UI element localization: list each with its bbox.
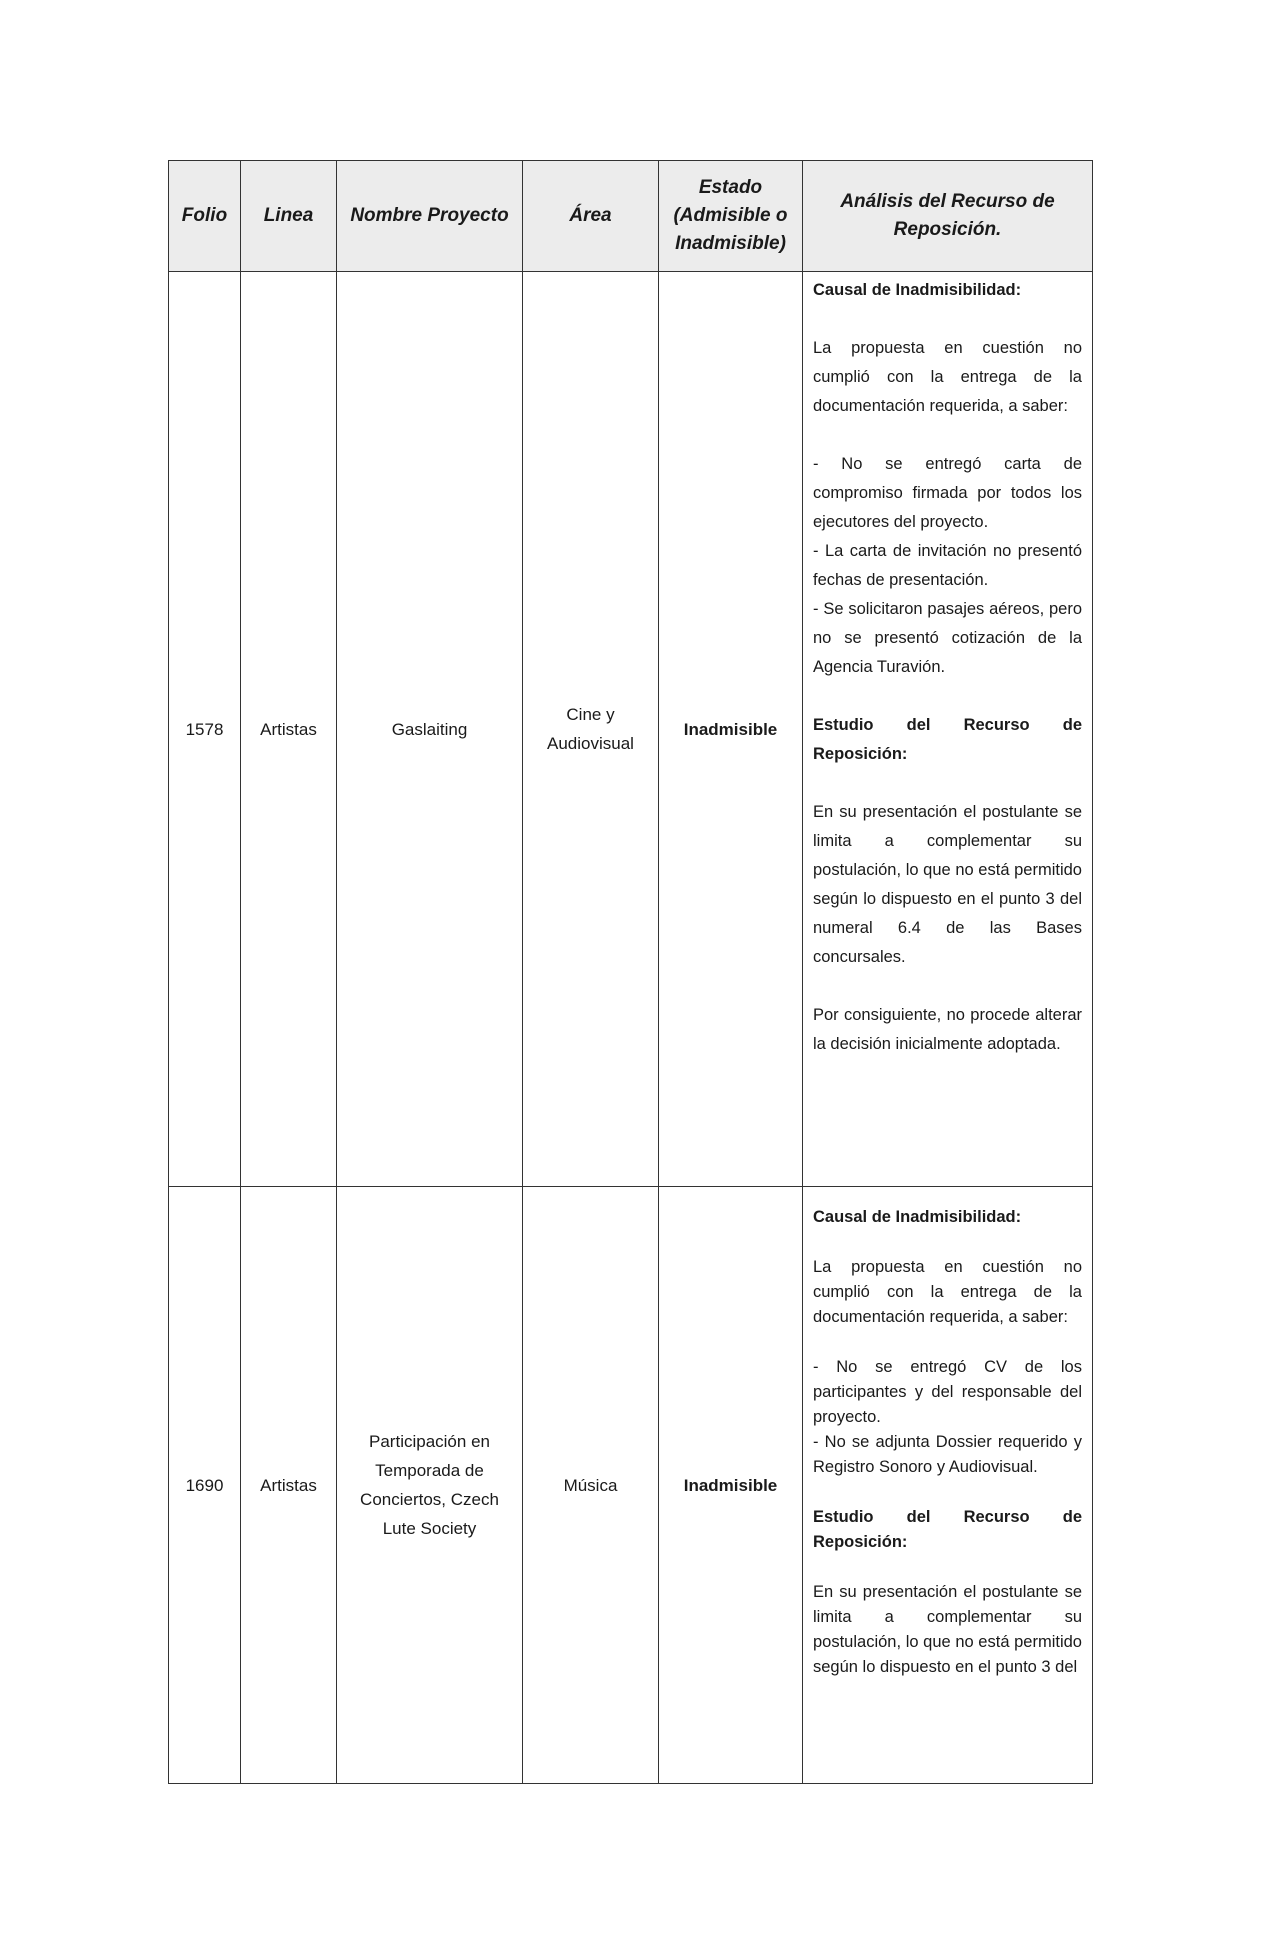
cell-analisis <box>803 1187 1093 1784</box>
cell-area: Cine y Audiovisual <box>523 272 659 1187</box>
cell-estado: Inadmisible <box>659 272 803 1187</box>
estudio-title: Estudio del Recurso de Reposición: <box>813 1508 1082 1551</box>
header-linea: Linea <box>241 161 337 272</box>
header-folio: Folio <box>169 161 241 272</box>
table-row <box>169 1187 1093 1784</box>
cell-nombre-proyecto: Gaslaiting <box>337 272 523 1187</box>
causal-item: - La carta de invitación no presentó fechas de presentación. <box>813 542 1082 589</box>
table-header-row <box>169 161 1093 272</box>
header-estado: Estado (Admisible o Inadmisible) <box>659 161 803 272</box>
table-row <box>169 272 1093 1187</box>
cell-folio: 1578 <box>169 272 241 1187</box>
cell-folio: 1690 <box>169 1187 241 1784</box>
estudio-text: En su presentación el postulante se limita a complementar su postulación, lo que no está permitido según lo dispuesto en el punto 3 del numeral 6.4 de las Bases concursales. <box>813 803 1082 966</box>
cell-analisis <box>803 272 1093 1187</box>
header-nombre-proyecto: Nombre Proyecto <box>337 161 523 272</box>
causal-title: Causal de Inadmisibilidad: <box>813 1208 1022 1226</box>
conclusion-text: Por consiguiente, no procede alterar la decisión inicialmente adoptada. <box>813 1006 1082 1053</box>
cell-nombre-proyecto: Participación en Temporada de Conciertos, Czech Lute Society <box>337 1187 523 1784</box>
header-area: Área <box>523 161 659 272</box>
inadmissibility-table <box>168 160 1093 1784</box>
causal-item: - No se entregó carta de compromiso firmada por todos los ejecutores del proyecto. <box>813 455 1082 531</box>
cell-area: Música <box>523 1187 659 1784</box>
cell-linea: Artistas <box>241 272 337 1187</box>
causal-item: - Se solicitaron pasajes aéreos, pero no se presentó cotización de la Agencia Turavión. <box>813 600 1082 676</box>
causal-title: Causal de Inadmisibilidad: <box>813 281 1022 299</box>
estudio-title: Estudio del Recurso de Reposición: <box>813 716 1082 763</box>
causal-intro: La propuesta en cuestión no cumplió con la entrega de la documentación requerida, a saber: <box>813 339 1082 415</box>
cell-estado: Inadmisible <box>659 1187 803 1784</box>
causal-intro: La propuesta en cuestión no cumplió con la entrega de la documentación requerida, a saber: <box>813 1258 1082 1326</box>
causal-item: - No se adjunta Dossier requerido y Registro Sonoro y Audiovisual. <box>813 1433 1082 1476</box>
estudio-text: En su presentación el postulante se limita a complementar su postulación, lo que no está permitido según lo dispuesto en el punto 3 del <box>813 1583 1082 1676</box>
header-analisis: Análisis del Recurso de Reposición. <box>803 161 1093 272</box>
causal-item: - No se entregó CV de los participantes y del responsable del proyecto. <box>813 1358 1082 1426</box>
cell-linea: Artistas <box>241 1187 337 1784</box>
